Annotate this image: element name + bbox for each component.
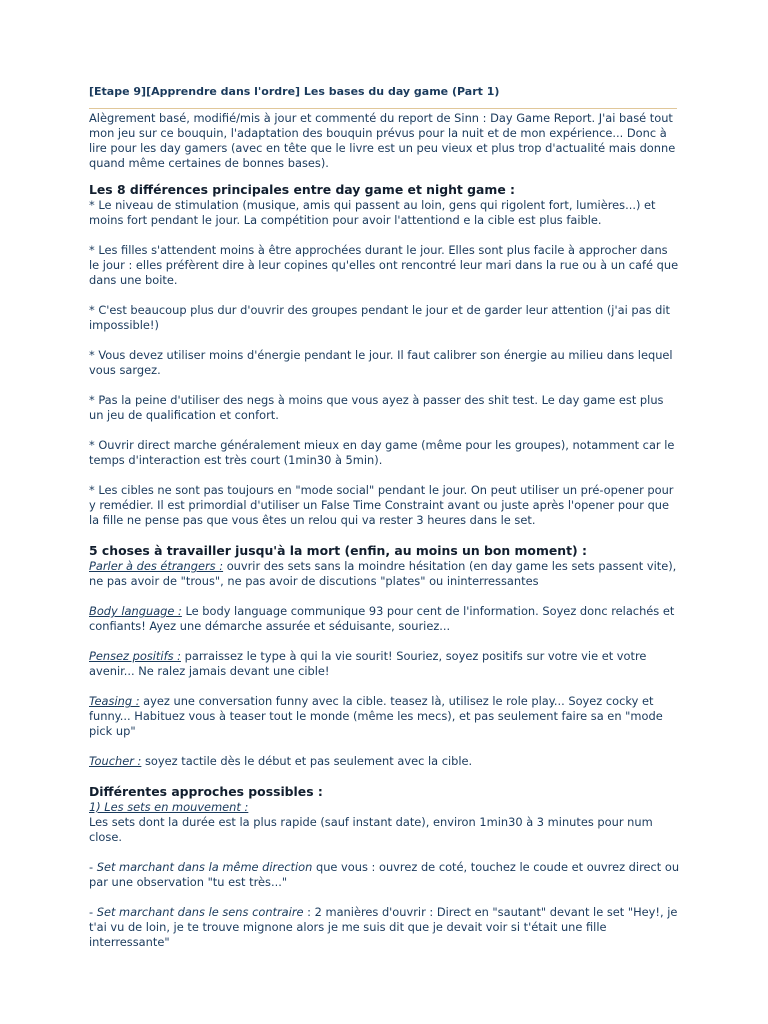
- practice-item-label: Toucher :: [89, 754, 142, 768]
- approach-item-prefix: -: [89, 905, 97, 919]
- difference-item: * C'est beaucoup plus dur d'ouvrir des groupes pendant le jour et de garder leur attention (j'ai pas dit impossible!): [89, 303, 670, 332]
- section-heading-differences: Les 8 différences principales entre day game et night game :: [89, 182, 515, 197]
- practice-item-label: Parler à des étrangers :: [89, 559, 224, 573]
- practice-item: [89, 694, 681, 739]
- document-body: [89, 111, 681, 965]
- practice-item: [89, 754, 681, 769]
- approach-item: [89, 860, 681, 890]
- difference-item: * Le niveau de stimulation (musique, amis qui passent au loin, gens qui rigolent fort, lumières...) et moins fort pendant le jour. La compétition pour avoir l'attentiond e la cible est plus faible.: [89, 198, 656, 227]
- practice-item-text: ouvrir des sets sans la moindre hésitation (en day game les sets passent vite), ne pas avoir de "trous", ne pas avoir de discutions "plates" ou ininterressantes: [89, 559, 677, 588]
- practice-item-label: Pensez positifs :: [89, 649, 181, 663]
- difference-item: * Pas la peine d'utiliser des negs à moins que vous ayez à passer des shit test. Le day game est plus un jeu de qualification et confort.: [89, 393, 664, 422]
- title-divider: [89, 108, 677, 109]
- approach-item-text: : 2 manières d'ouvrir : Direct en "sautant" devant le set "Hey!, je t'ai vu de loin, je te trouve mignone alors je me suis dit que je devait voir si t'était une fille interressante": [89, 905, 678, 949]
- approach-lead: Les sets dont la durée est la plus rapide (sauf instant date), environ 1min30 à 3 minutes pour num close.: [89, 815, 653, 844]
- approach-subheading: 1) Les sets en mouvement :: [89, 800, 249, 814]
- approach-item-label: Set marchant dans le sens contraire: [96, 905, 304, 919]
- approach-intro: [89, 800, 681, 845]
- approach-item-prefix: -: [89, 860, 97, 874]
- approach-item: [89, 905, 681, 950]
- practice-item: [89, 559, 681, 589]
- difference-item: * Vous devez utiliser moins d'énergie pendant le jour. Il faut calibrer son énergie au milieu dans lequel vous sargez.: [89, 348, 673, 377]
- approach-item-text: que vous : ouvrez de coté, touchez le coude et ouvrez direct ou par une observation "tu est très...": [89, 860, 680, 889]
- practice-item: [89, 649, 681, 679]
- document-title: [Etape 9][Apprendre dans l'ordre] Les bases du day game (Part 1): [89, 85, 500, 98]
- practice-item-text: ayez une conversation funny avec la cible. teasez là, utilisez le role play... Soyez cocky et funny... Habituez vous à teaser tout le monde (même les mecs), et pas seulement faire sa en "mode pick up": [89, 694, 663, 738]
- practice-item-label: Body language :: [89, 604, 182, 618]
- section-heading-practice: 5 choses à travailler jusqu'à la mort (enfin, au moins un bon moment) :: [89, 543, 587, 558]
- section-heading-approaches: Différentes approches possibles :: [89, 784, 323, 799]
- difference-item: * Les filles s'attendent moins à être approchées durant le jour. Elles sont plus facile à approcher dans le jour : elles préfèrent dire à leur copines qu'elles ont rencontré leur mari dans la rue ou à un café que dans une boite.: [89, 243, 679, 287]
- intro-paragraph: Alègrement basé, modifié/mis à jour et commenté du report de Sinn : Day Game Report. J'ai basé tout mon jeu sur ce bouquin, l'adaptation des bouquin prévus pour la nuit et de mon expérience... Donc à lire pour les day gamers (avec en tête que le livre est un peu vieux et plus trop d'actualité mais donne quand même certaines de bonnes bases).: [89, 111, 676, 170]
- difference-item: * Ouvrir direct marche généralement mieux en day game (même pour les groupes), notamment car le temps d'interaction est très court (1min30 à 5min).: [89, 438, 675, 467]
- practice-item-label: Teasing :: [89, 694, 140, 708]
- practice-item-text: parraissez le type à qui la vie sourit! Souriez, soyez positifs sur votre vie et votre avenir... Ne ralez jamais devant une cible!: [89, 649, 647, 678]
- practice-item-text: soyez tactile dès le début et pas seulement avec la cible.: [141, 754, 473, 768]
- difference-item: * Les cibles ne sont pas toujours en "mode social" pendant le jour. On peut utiliser un pré-opener pour y remédier. Il est primordial d'utiliser un False Time Constraint avant ou juste après l'opener pour que la fille ne pense pas que vous êtes un relou qui va rester 3 heures dans le set.: [89, 483, 674, 527]
- approach-item-label: Set marchant dans la même direction: [96, 860, 313, 874]
- practice-item-text: Le body language communique 93 pour cent de l'information. Soyez donc relachés et confiants! Ayez une démarche assurée et séduisante, souriez...: [89, 604, 675, 633]
- practice-item: [89, 604, 681, 634]
